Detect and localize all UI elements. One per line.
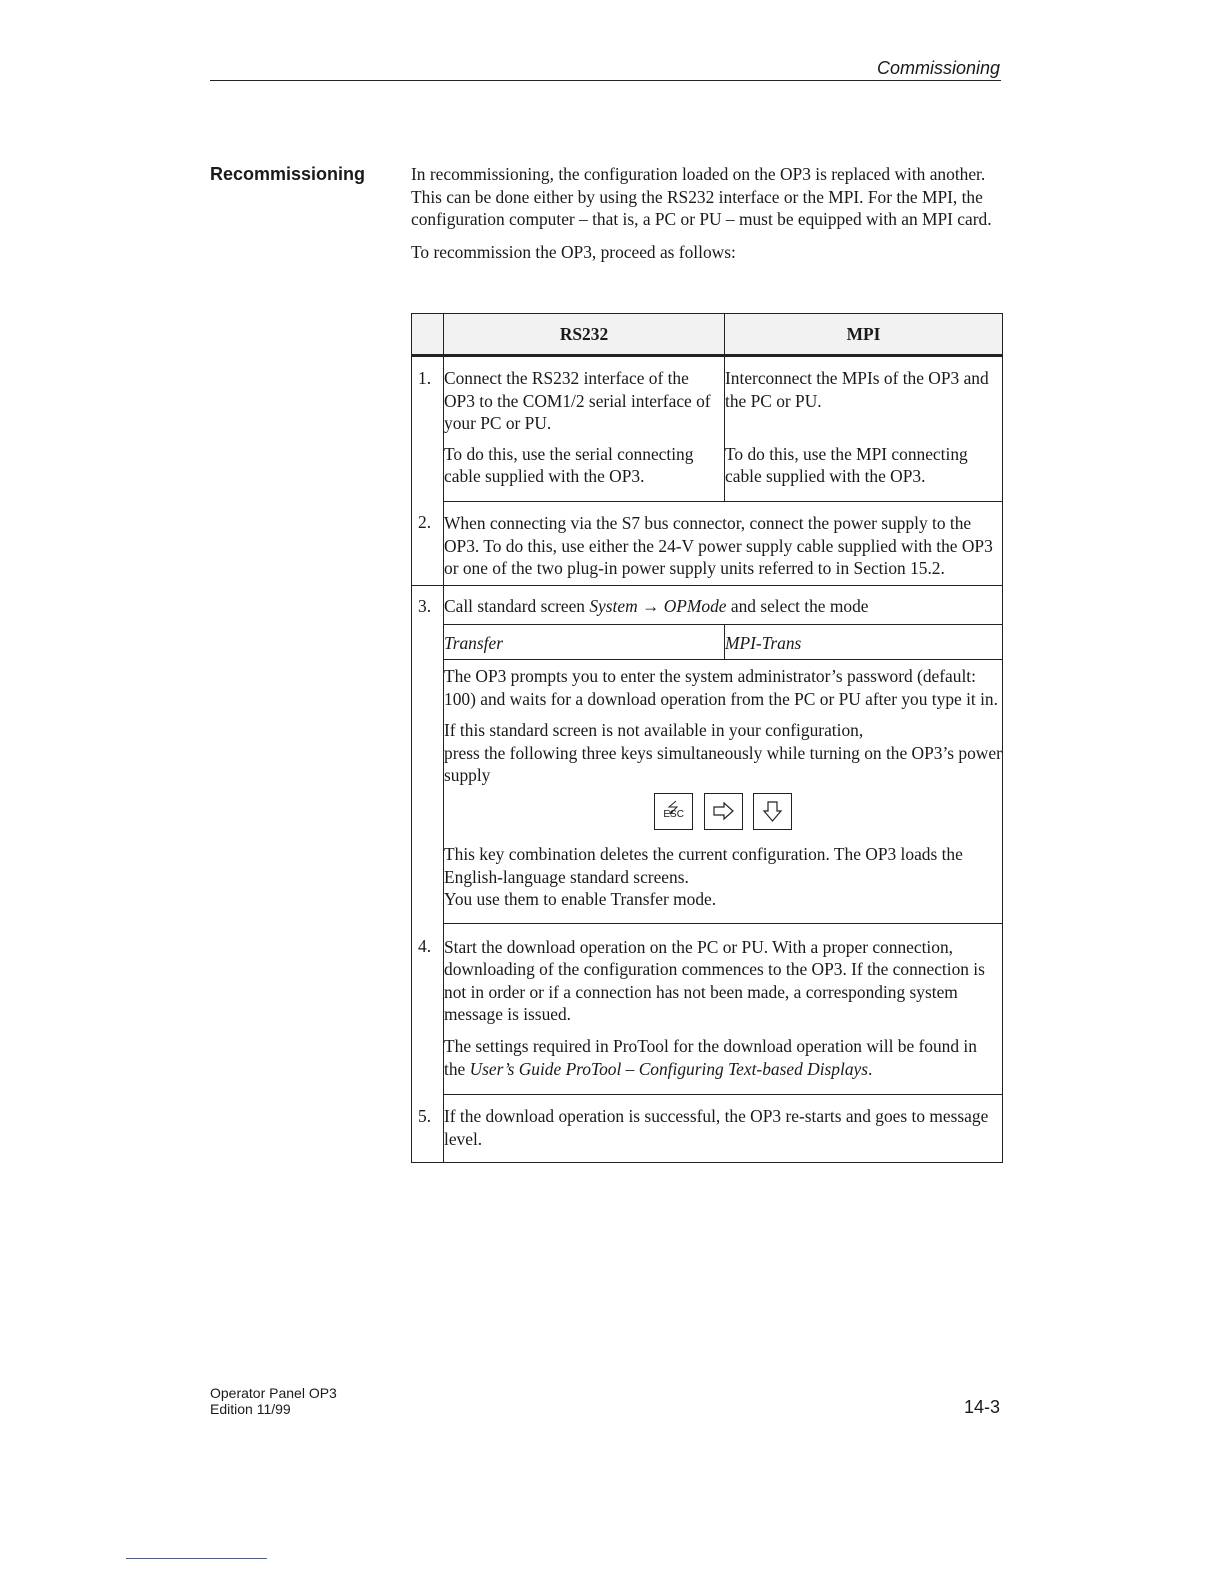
step4-row [412, 923, 1003, 1035]
step4-text: Start the download operation on the PC or PU. With a proper connection, downloading of the configuration commences to the OP3. If the connection is not in order or if a connection has not been made, a corresponding system message is issued. [444, 923, 1003, 1035]
footer-product: Operator Panel OP3 [210, 1385, 337, 1401]
section-heading: Recommissioning [210, 164, 366, 184]
step1-number: 1. [418, 368, 432, 388]
right-arrow-icon [705, 794, 742, 829]
esc-key [654, 793, 693, 830]
step4-settings-suffix: . [868, 1058, 873, 1079]
header-num-cell [412, 314, 444, 356]
step5-row [412, 1095, 1003, 1163]
step3-note-line1: This key combination deletes the current configuration. The OP3 loads the English-language standard screens. [444, 843, 963, 887]
intro-block [411, 163, 1003, 274]
page-number: 14-3 [963, 1397, 1000, 1417]
step3-mode-rs232: Transfer [444, 625, 725, 660]
step3-intro [444, 585, 1003, 625]
footer-edition: Edition 11/99 [210, 1401, 291, 1417]
step1-row-a [412, 356, 1003, 443]
step3-intro-suffix: and select the mode [726, 595, 869, 616]
lead-in-paragraph: To recommission the OP3, proceed as follows: [411, 242, 736, 263]
step3-intro-row [412, 585, 1003, 625]
step3-alt-line2: press the following three keys simultaneously while turning on the OP3’s power supply [444, 742, 1002, 786]
step3-intro-prefix: Call standard screen [444, 595, 590, 616]
footer-left [210, 1385, 337, 1417]
step1-mpi-a: Interconnect the MPIs of the OP3 and the PC or PU. [725, 356, 1003, 443]
step3-alt-line1: If this standard screen is not available in your configuration, [444, 720, 864, 741]
step2-row [412, 501, 1003, 585]
down-arrow-key [753, 793, 792, 830]
step4-settings-prefix: The settings required in ProTool for the download operation will be found in the [444, 1036, 977, 1079]
header-rs232: RS232 [444, 314, 725, 356]
step3-prompt-row [412, 659, 1003, 719]
intro-paragraph: In recommissioning, the configuration loaded on the OP3 is replaced with another. This can be done either by using the RS232 interface or the MPI. For the MPI, the configuration computer – that is, a PC or PU – must be equipped with an MPI card. [411, 164, 992, 230]
header-rule [210, 80, 1001, 81]
running-header: Commissioning [876, 58, 1000, 78]
step1-row-b [412, 443, 1003, 502]
step3-note-line2: You use them to enable Transfer mode. [444, 889, 717, 910]
step3-mode-row [412, 625, 1003, 660]
step1-rs232-a: Connect the RS232 interface of the OP3 to the COM1/2 serial interface of your PC or PU. [444, 356, 725, 443]
step2-number: 2. [418, 512, 432, 533]
table-header-row [412, 314, 1003, 356]
step3-number: 3. [418, 595, 432, 616]
step1-rs232-b: To do this, use the serial connecting cable supplied with the OP3. [444, 443, 725, 502]
step3-note [444, 836, 1003, 923]
step3-mode-mpi: MPI-Trans [725, 625, 1003, 660]
step1-mpi-b: To do this, use the MPI connecting cable supplied with the OP3. [725, 443, 1003, 502]
step4-number: 4. [418, 936, 432, 957]
step3-alt-row [412, 719, 1003, 836]
step3-note-row [412, 836, 1003, 923]
step5-number: 5. [418, 1105, 432, 1126]
step4-settings [444, 1035, 1003, 1095]
step2-text: When connecting via the S7 bus connector, connect the power supply to the OP3. To do this, use either the 24-V power supply cable supplied with the OP3 or one of the two plug-in power supply units referred to in Section 15.2. [444, 501, 1003, 585]
header-mpi: MPI [725, 314, 1003, 356]
step4-settings-ref: User’s Guide ProTool – Configuring Text-based Displays [469, 1058, 868, 1079]
esc-key-label: ESC [663, 809, 684, 821]
right-arrow-key [704, 793, 743, 830]
step3-menu-path: System → OPMode [589, 595, 727, 616]
step5-text: If the download operation is successful, the OP3 re-starts and goes to message level. [444, 1095, 1003, 1163]
bottom-rule [126, 1558, 267, 1559]
step3-alt [444, 719, 1003, 836]
down-arrow-icon [754, 794, 791, 829]
steps-table [411, 313, 1003, 1163]
step3-prompt: The OP3 prompts you to enter the system administrator’s password (default: 100) and waits for a download operation from the PC or PU after you type it in. [444, 659, 1003, 719]
step4-settings-row [412, 1035, 1003, 1095]
key-combination [444, 787, 1002, 836]
